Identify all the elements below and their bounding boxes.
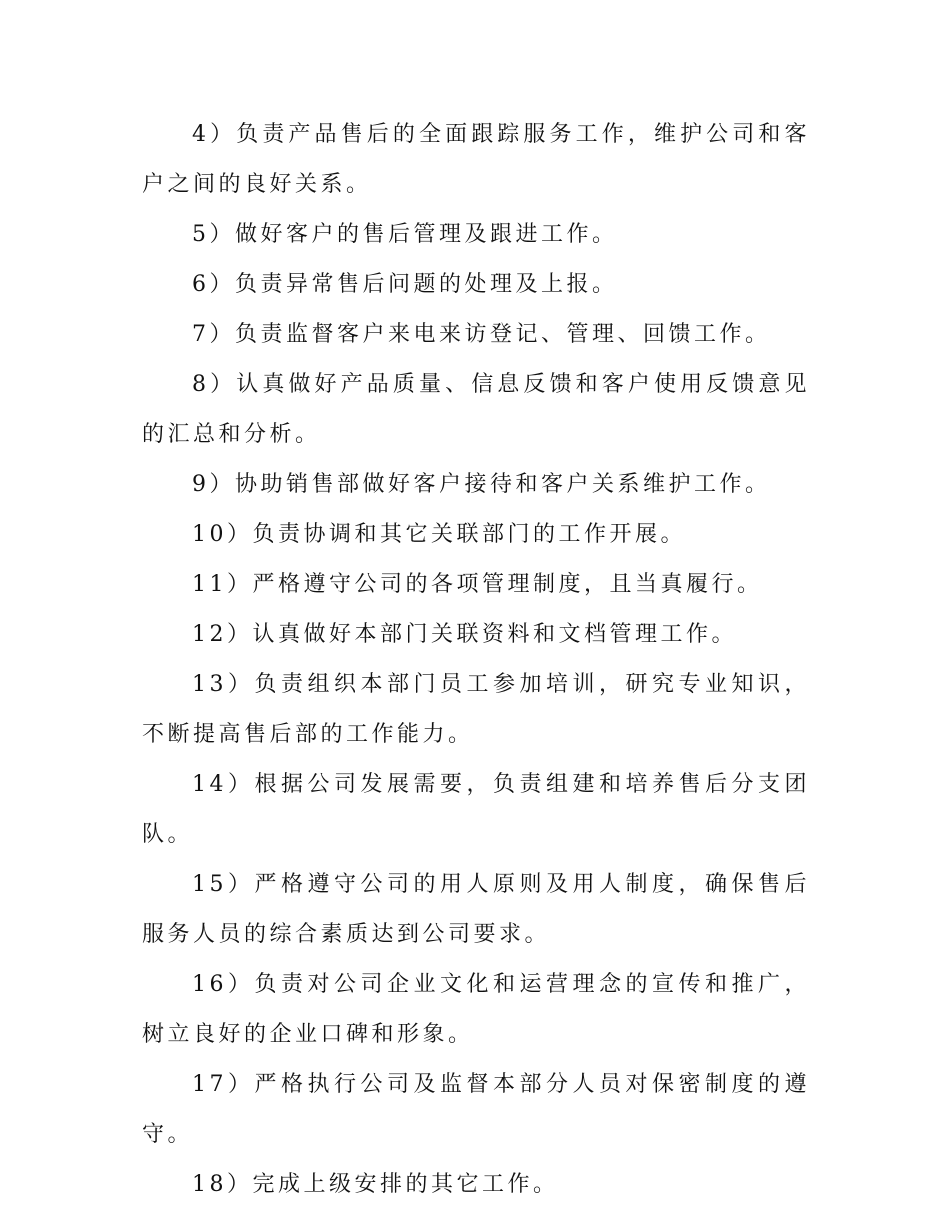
paragraph-item-14: 14）根据公司发展需要，负责组建和培养售后分支团队。 <box>142 772 810 847</box>
paragraph-item-8: 8）认真做好产品质量、信息反馈和客户使用反馈意见的汇总和分析。 <box>142 372 810 447</box>
paragraph-item-16: 16）负责对公司企业文化和运营理念的宣传和推广，树立良好的企业口碑和形象。 <box>142 972 810 1047</box>
paragraph-item-11: 11）严格遵守公司的各项管理制度，且当真履行。 <box>192 572 763 597</box>
document-body <box>142 110 810 1210</box>
paragraph-item-6: 6）负责异常售后问题的处理及上报。 <box>192 272 618 297</box>
paragraph-item-9: 9）协助销售部做好客户接待和客户关系维护工作。 <box>192 472 771 497</box>
paragraph-item-17: 17）严格执行公司及监督本部分人员对保密制度的遵守。 <box>142 1072 810 1147</box>
paragraph-item-13: 13）负责组织本部门员工参加培训，研究专业知识，不断提高售后部的工作能力。 <box>142 672 810 747</box>
paragraph-item-15: 15）严格遵守公司的用人原则及用人制度，确保售后服务人员的综合素质达到公司要求。 <box>142 872 810 947</box>
paragraph-item-7: 7）负责监督客户来电来访登记、管理、回馈工作。 <box>192 322 771 347</box>
paragraph-item-4: 4）负责产品售后的全面跟踪服务工作，维护公司和客户之间的良好关系。 <box>142 122 810 197</box>
paragraph-item-18: 18）完成上级安排的其它工作。 <box>192 1172 559 1197</box>
paragraph-item-5: 5）做好客户的售后管理及跟进工作。 <box>192 222 618 247</box>
paragraph-item-10: 10）负责协调和其它关联部门的工作开展。 <box>192 522 686 547</box>
paragraph-item-12: 12）认真做好本部门关联资料和文档管理工作。 <box>192 622 737 647</box>
